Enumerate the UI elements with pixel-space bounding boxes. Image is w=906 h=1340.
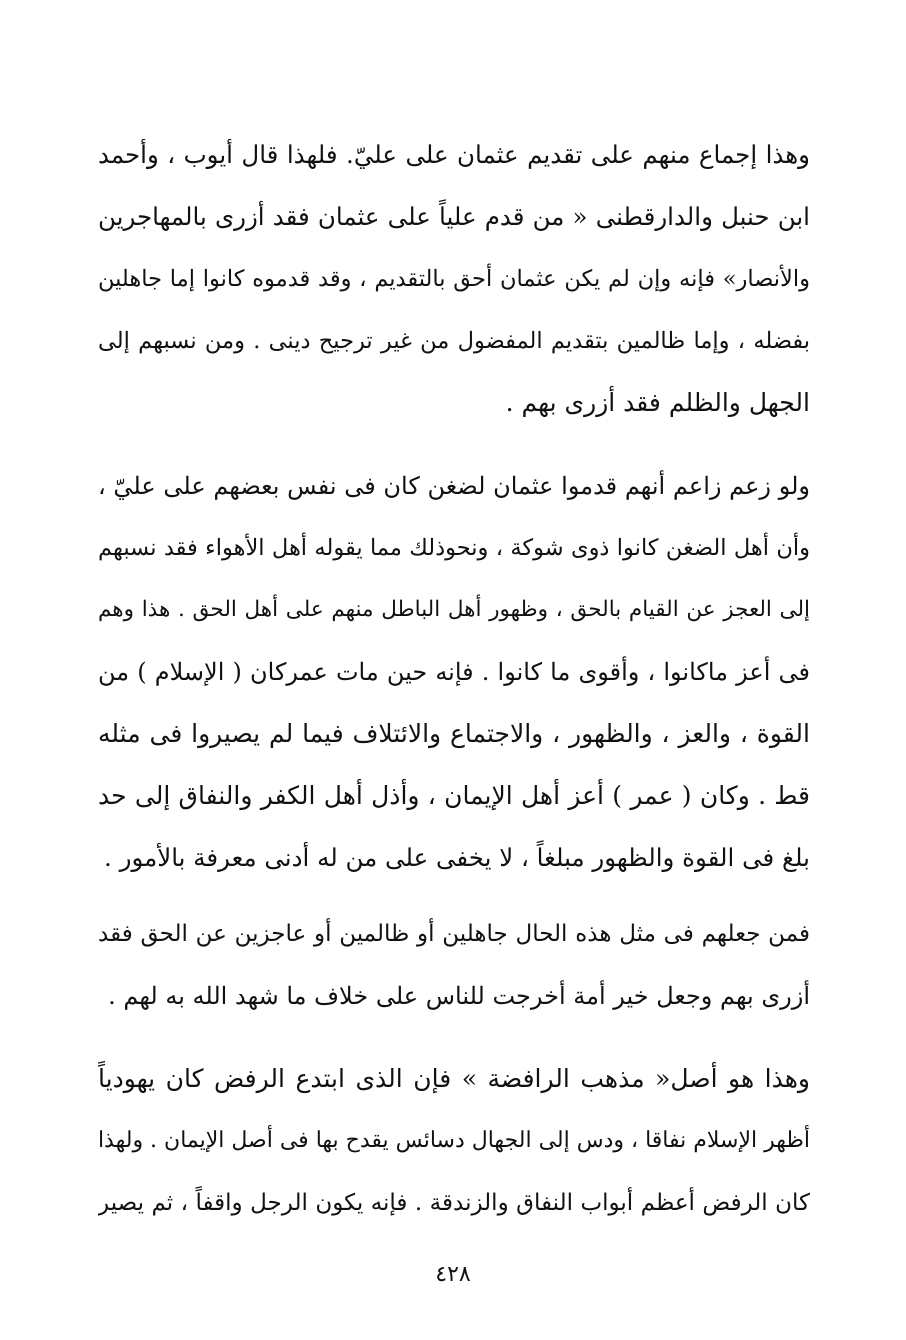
text-line: بفضله ، وإما ظالمين بتقديم المفضول من غير ترجيح دينى . ومن نسبهم إلى: [98, 328, 810, 354]
paragraph-3: [98, 903, 810, 1027]
paragraph-2: [98, 455, 810, 889]
text-line: فى أعز ماكانوا ، وأقوى ما كانوا . فإنه حين مات عمركان ( الإسلام ) من: [98, 658, 810, 686]
text-line: وهذا هو أصل« مذهب الرافضة » فإن الذى ابتدع الرفض كان يهودياً: [98, 1064, 810, 1093]
text-line: ابن حنبل والدارقطنى « من قدم علياً على عثمان فقد أزرى بالمهاجرين: [98, 202, 810, 231]
text-line: أظهر الإسلام نفاقا ، ودس إلى الجهال دسائس يقدح بها فى أصل الإيمان . ولهذا: [98, 1128, 810, 1153]
text-line: فمن جعلهم فى مثل هذه الحال جاهلين أو ظالمين أو عاجزين عن الحق فقد: [98, 921, 810, 947]
paragraph-4: [98, 1048, 810, 1234]
text-line: إلى العجز عن القيام بالحق ، وظهور أهل الباطل منهم على أهل الحق . هذا وهم: [98, 597, 810, 622]
text-line: ولو زعم زاعم أنهم قدموا عثمان لضغن كان فى نفس بعضهم على عليّ ،: [98, 472, 810, 500]
text-line: أزرى بهم وجعل خير أمة أخرجت للناس على خلاف ما شهد الله به لهم .: [108, 982, 810, 1010]
text-line: والأنصار» فإنه وإن لم يكن عثمان أحق بالتقديم ، وقد قدموه كانوا إما جاهلين: [98, 266, 810, 292]
text-line: وهذا إجماع منهم على تقديم عثمان على عليّ. فلهذا قال أيوب ، وأحمد: [98, 140, 810, 169]
text-line: وأن أهل الضغن كانوا ذوى شوكة ، ونحوذلك مما يقوله أهل الأهواء فقد نسبهم: [98, 535, 810, 561]
text-line: قط . وكان ( عمر ) أعز أهل الإيمان ، وأذل أهل الكفر والنفاق إلى حد: [98, 781, 810, 810]
text-line: القوة ، والعز ، والظهور ، والاجتماع والائتلاف فيما لم يصيروا فى مثله: [98, 719, 810, 748]
paragraph-1: [98, 124, 810, 434]
text-line: الجهل والظلم فقد أزرى بهم .: [505, 388, 810, 417]
text-line: كان الرفض أعظم أبواب النفاق والزندقة . فإنه يكون الرجل واقفاً ، ثم يصير: [98, 1190, 810, 1216]
page-number: ٤٢٨: [435, 1262, 471, 1287]
text-line: بلغ فى القوة والظهور مبلغاً ، لا يخفى على من له أدنى معرفة بالأمور .: [104, 843, 810, 872]
